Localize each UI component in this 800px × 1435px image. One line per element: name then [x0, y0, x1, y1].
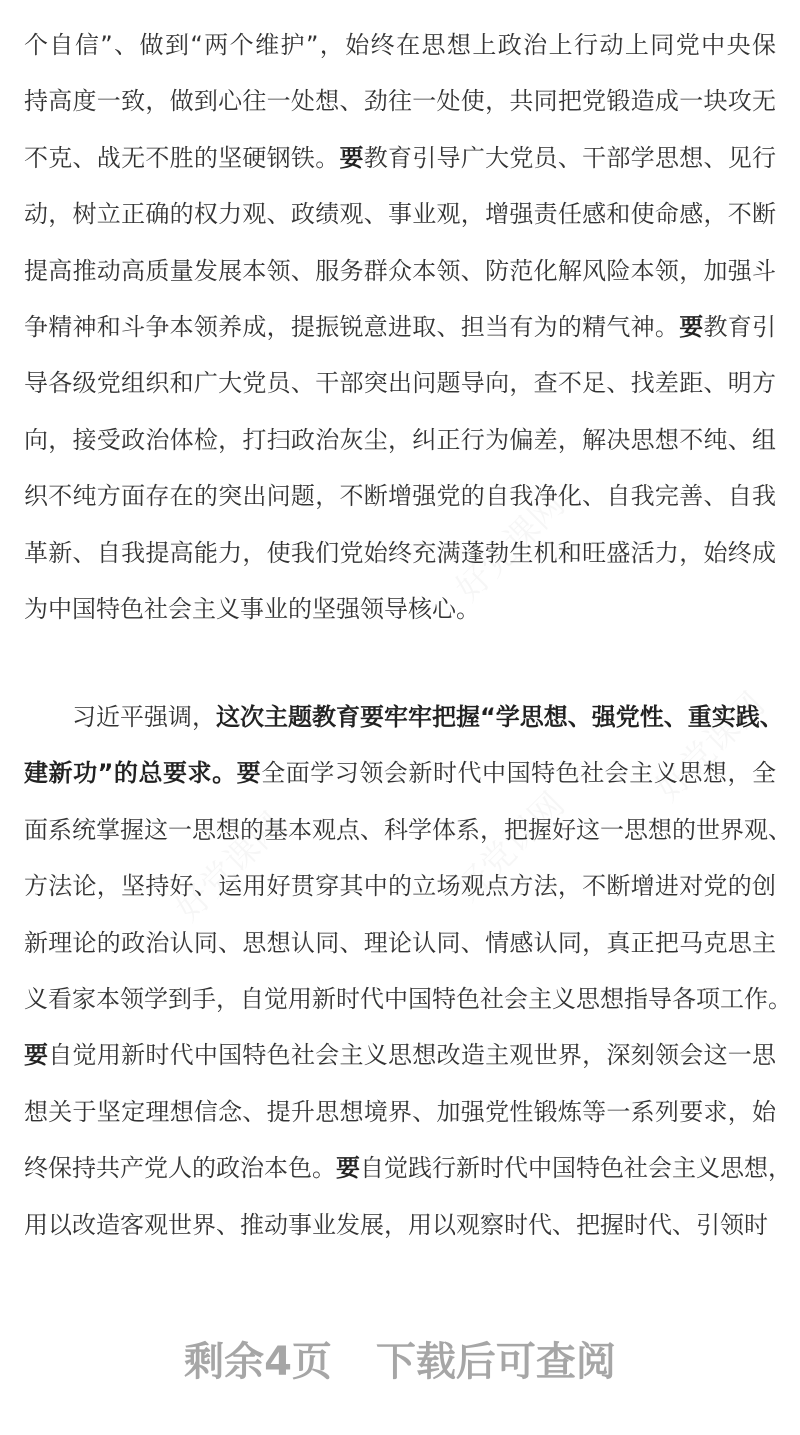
text-segment: 持高度一致，做到心往一处想、劲往一处使，共同把党锻造成一块攻无	[24, 87, 776, 116]
text-line	[24, 525, 776, 581]
text-line	[24, 802, 792, 858]
text-segment: 新理论的政治认同、思想认同、理论认同、情感认同，真正把马克思主	[24, 928, 776, 957]
text-line	[24, 17, 776, 73]
text-line	[24, 73, 776, 129]
download-to-view-label[interactable]: 下载后可查阅	[375, 1339, 616, 1385]
text-segment: 终保持共产党人的政治本色。	[24, 1154, 336, 1183]
text-line	[24, 186, 776, 242]
download-prompt[interactable]	[0, 1330, 800, 1387]
text-segment: 导各级党组织和广大党员、干部突出问题导向，查不足、找差距、明方	[24, 369, 776, 398]
text-line	[24, 971, 792, 1027]
text-line	[24, 1197, 776, 1253]
text-line	[24, 130, 776, 186]
text-segment: 争精神和斗争本领养成，提振锐意进取、担当有为的精气神。	[24, 312, 680, 341]
text-line	[24, 355, 776, 411]
text-line	[24, 745, 776, 801]
text-line	[24, 412, 776, 468]
bold-text: 这次主题教育要牢牢把握“学思想、强党性、重实践、	[216, 703, 784, 731]
paragraph-1	[24, 17, 776, 637]
text-segment: 织不纯方面存在的突出问题，不断增强党的自我净化、自我完善、自我	[24, 482, 776, 511]
bold-text: 要	[336, 1154, 360, 1183]
bold-text: 要	[679, 312, 704, 341]
text-segment: 全面学习领会新时代中国特色社会主义思想，全	[261, 759, 776, 788]
bold-text: 要	[339, 143, 364, 172]
text-segment: 教育引导广大党员、干部学思想、见行	[363, 143, 777, 172]
text-segment: 自觉践行新时代中国特色社会主义思想，	[360, 1154, 792, 1183]
text-line	[24, 581, 776, 637]
text-segment: 个自信”、做到“两个维护”，始终在思想上政治上行动上同党中央保	[24, 31, 776, 59]
text-line	[24, 858, 776, 914]
text-segment: 方法论，坚持好、运用好贯穿其中的立场观点方法，不断增进对党的创	[24, 872, 776, 901]
text-segment: 教育引	[703, 312, 777, 341]
text-segment: 用以改造客观世界、推动事业发展，用以观察时代、把握时代、引领时	[24, 1210, 768, 1239]
text-line	[24, 1027, 776, 1083]
remaining-pages-label: 剩余4页	[184, 1339, 332, 1385]
bold-text: 建新功”的总要求。要	[24, 759, 262, 788]
text-line	[24, 243, 776, 299]
text-segment: 自觉用新时代中国特色社会主义思想改造主观世界，深刻领会这一思	[48, 1041, 777, 1070]
text-segment: 习近平强调，	[72, 703, 216, 731]
text-line	[24, 1084, 776, 1140]
text-line	[24, 468, 776, 524]
text-segment: 为中国特色社会主义事业的坚强领导核心。	[24, 594, 480, 623]
bold-text: 要	[24, 1041, 49, 1070]
text-line	[24, 299, 776, 355]
paragraph-2	[24, 689, 792, 1253]
text-segment: 提高推动高质量发展本领、服务群众本领、防范化解风险本领，加强斗	[24, 256, 776, 285]
text-segment: 不克、战无不胜的坚硬钢铁。	[24, 143, 340, 172]
text-line	[24, 915, 776, 971]
text-segment: 想关于坚定理想信念、提升思想境界、加强党性锻炼等一系列要求，始	[24, 1097, 776, 1126]
text-segment: 向，接受政治体检，打扫政治灰尘，纠正行为偏差，解决思想不纯、组	[24, 425, 776, 454]
text-line	[24, 1140, 792, 1196]
text-segment: 义看家本领学到手，自觉用新时代中国特色社会主义思想指导各项工作。	[24, 984, 792, 1013]
text-segment: 动，树立正确的权力观、政绩观、事业观，增强责任感和使命感，不断	[24, 200, 776, 229]
text-line	[24, 689, 784, 745]
text-segment: 革新、自我提高能力，使我们党始终充满蓬勃生机和旺盛活力，始终成	[24, 538, 776, 567]
text-segment: 面系统掌握这一思想的基本观点、科学体系，把握好这一思想的世界观、	[24, 815, 792, 844]
